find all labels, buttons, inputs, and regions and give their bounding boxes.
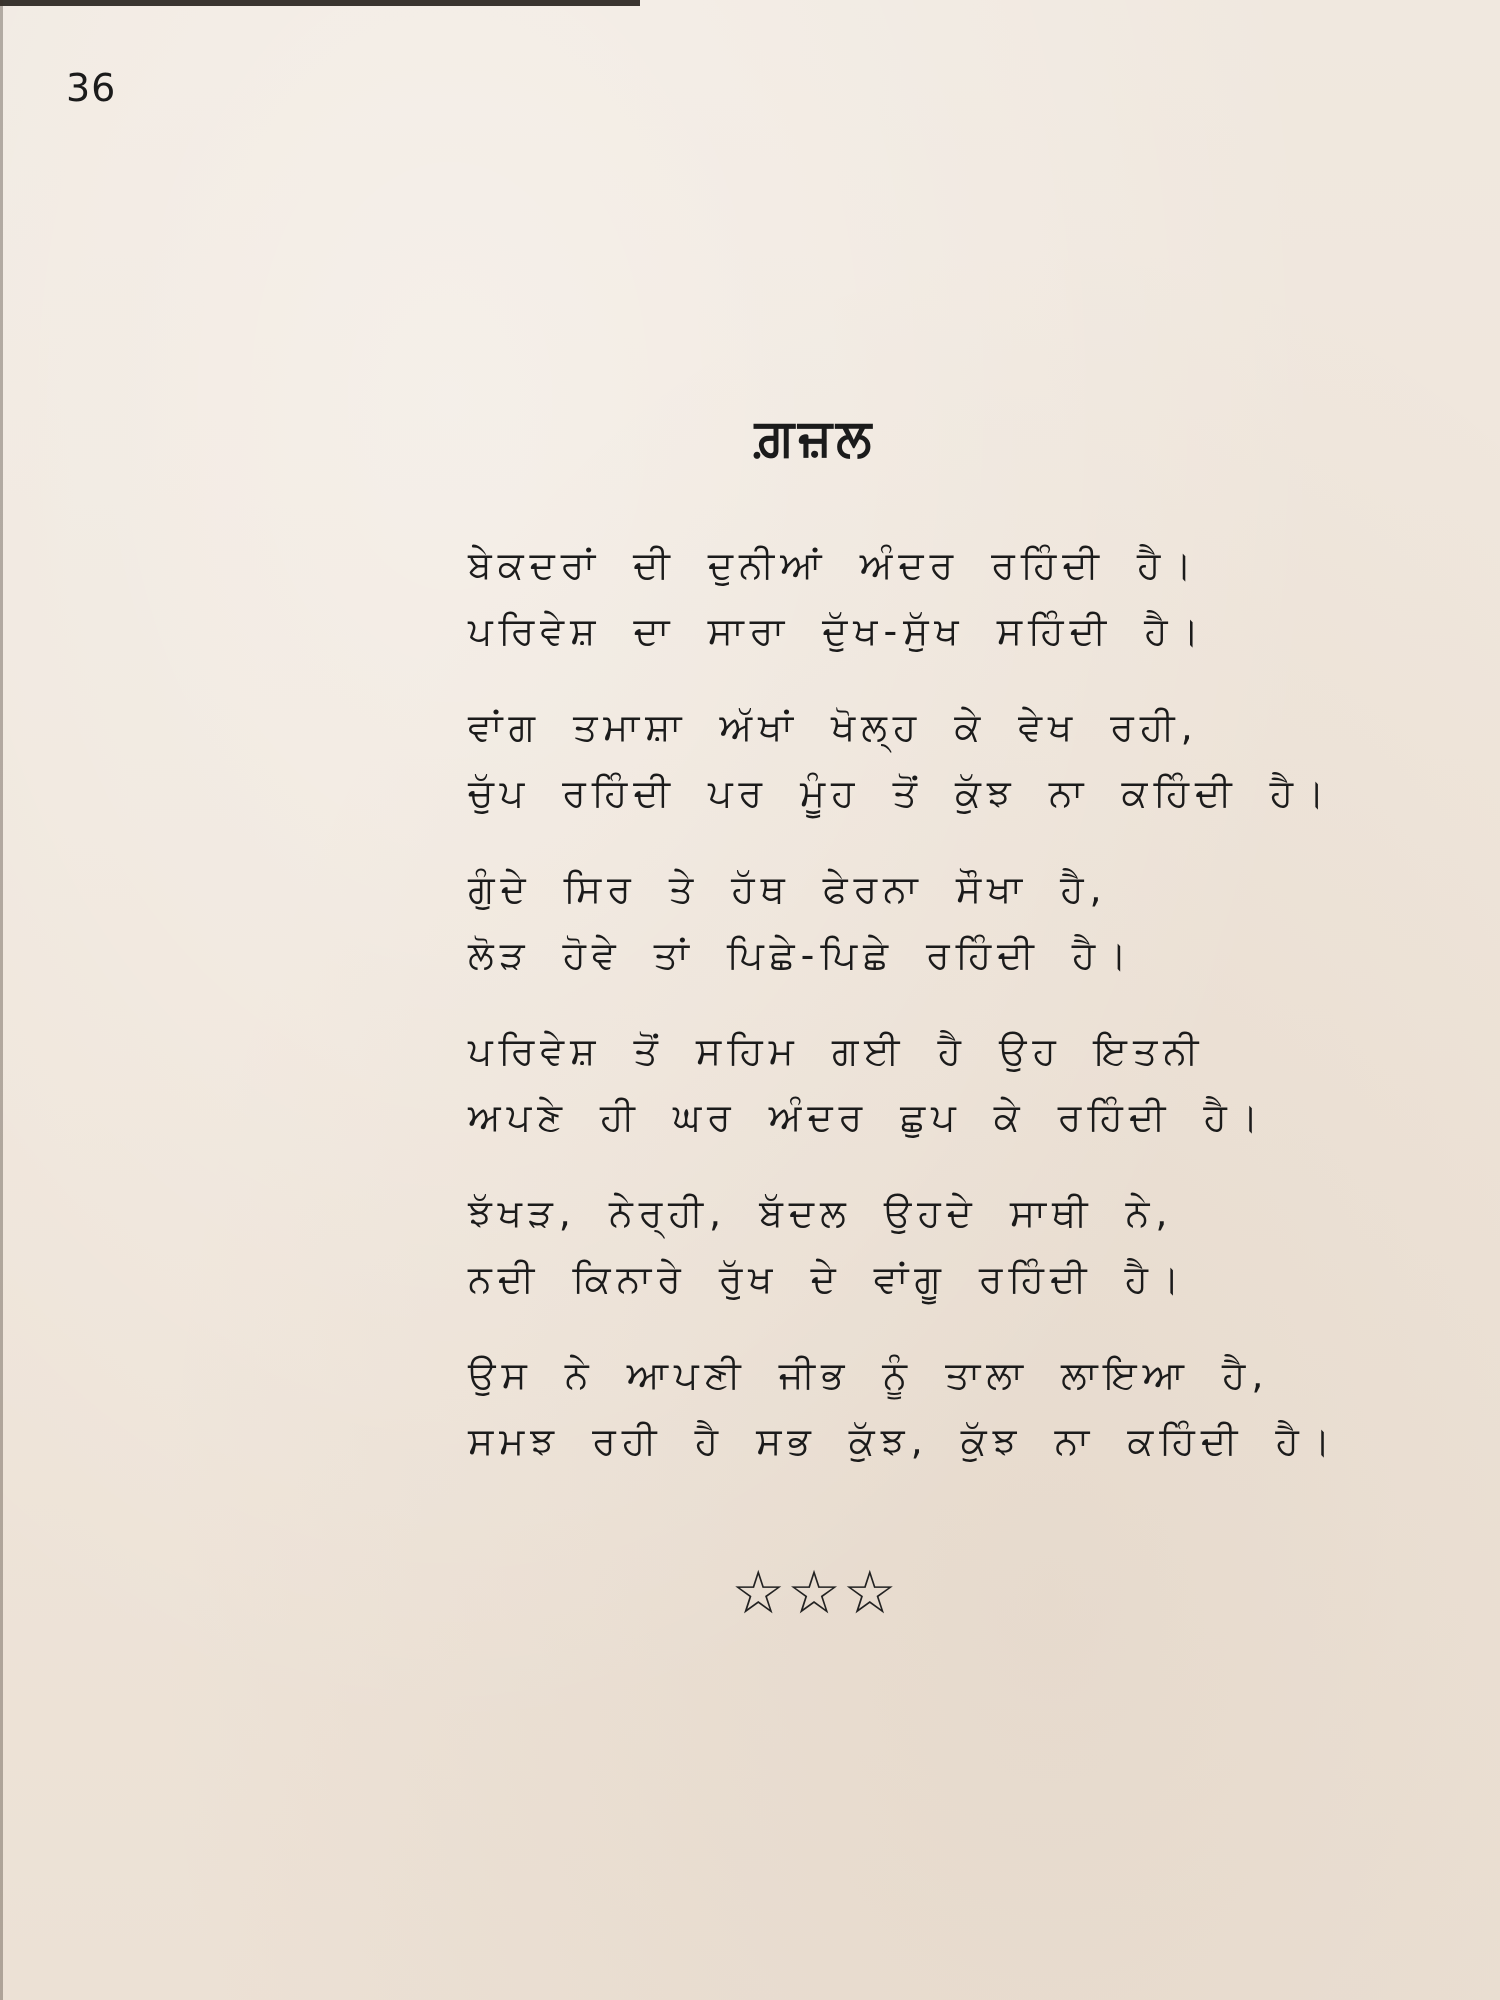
- stanza-4: [468, 1018, 1265, 1150]
- poem-line: ਨਦੀ ਕਿਨਾਰੇ ਰੁੱਖ ਦੇ ਵਾਂਗੂ ਰਹਿੰਦੀ ਹੈ।: [468, 1257, 1186, 1301]
- page-number: 36: [66, 66, 117, 110]
- stanza-3: [468, 856, 1228, 988]
- stanza-6: [468, 1342, 1337, 1474]
- star-ornament-icon: ☆☆☆: [731, 1558, 899, 1628]
- page-top-edge: [0, 0, 640, 6]
- poem-line: ਪਰਿਵੇਸ਼ ਤੋਂ ਸਹਿਮ ਗਈ ਹੈ ਉਹ ਇਤਨੀ: [468, 1029, 1205, 1073]
- stanza-2: [468, 694, 1331, 826]
- poem-line: ਲੋੜ ਹੋਵੇ ਤਾਂ ਪਿਛੇ-ਪਿਛੇ ਰਹਿੰਦੀ ਹੈ।: [468, 933, 1133, 977]
- poem-line: ਵਾਂਗ ਤਮਾਸ਼ਾ ਅੱਖਾਂ ਖੋਲ੍ਹ ਕੇ ਵੇਖ ਰਹੀ,: [468, 705, 1199, 749]
- poem-line: ਬੇਕਦਰਾਂ ਦੀ ਦੁਨੀਆਂ ਅੰਦਰ ਰਹਿੰਦੀ ਹੈ।: [468, 543, 1198, 587]
- poem-line: ਪਰਿਵੇਸ਼ ਦਾ ਸਾਰਾ ਦੁੱਖ-ਸੁੱਖ ਸਹਿੰਦੀ ਹੈ।: [468, 609, 1206, 653]
- poem-line: ਅਪਣੇ ਹੀ ਘਰ ਅੰਦਰ ਛੁਪ ਕੇ ਰਹਿੰਦੀ ਹੈ।: [468, 1095, 1265, 1139]
- stanza-1: [468, 532, 1228, 664]
- poem-line: ਝੱਖੜ, ਨੇਰ੍ਹੀ, ਬੱਦਲ ਉਹਦੇ ਸਾਥੀ ਨੇ,: [468, 1191, 1174, 1235]
- poem-line: ਗੁੰਦੇ ਸਿਰ ਤੇ ਹੱਥ ਫੇਰਨਾ ਸੌਖਾ ਹੈ,: [468, 867, 1108, 911]
- poem-line: ਸਮਝ ਰਹੀ ਹੈ ਸਭ ਕੁੱਝ, ਕੁੱਝ ਨਾ ਕਹਿੰਦੀ ਹੈ।: [468, 1419, 1337, 1463]
- poem-line: ਉਸ ਨੇ ਆਪਣੀ ਜੀਭ ਨੂੰ ਤਾਲਾ ਲਾਇਆ ਹੈ,: [468, 1353, 1270, 1397]
- poem-line: ਚੁੱਪ ਰਹਿੰਦੀ ਪਰ ਮੂੰਹ ਤੋਂ ਕੁੱਝ ਨਾ ਕਹਿੰਦੀ ਹੈ।: [468, 771, 1331, 815]
- stanza-5: [468, 1180, 1228, 1312]
- poem-body: [468, 532, 1337, 1504]
- poem-title: ਗ਼ਜ਼ਲ: [754, 408, 876, 468]
- page-left-edge: [0, 0, 3, 2000]
